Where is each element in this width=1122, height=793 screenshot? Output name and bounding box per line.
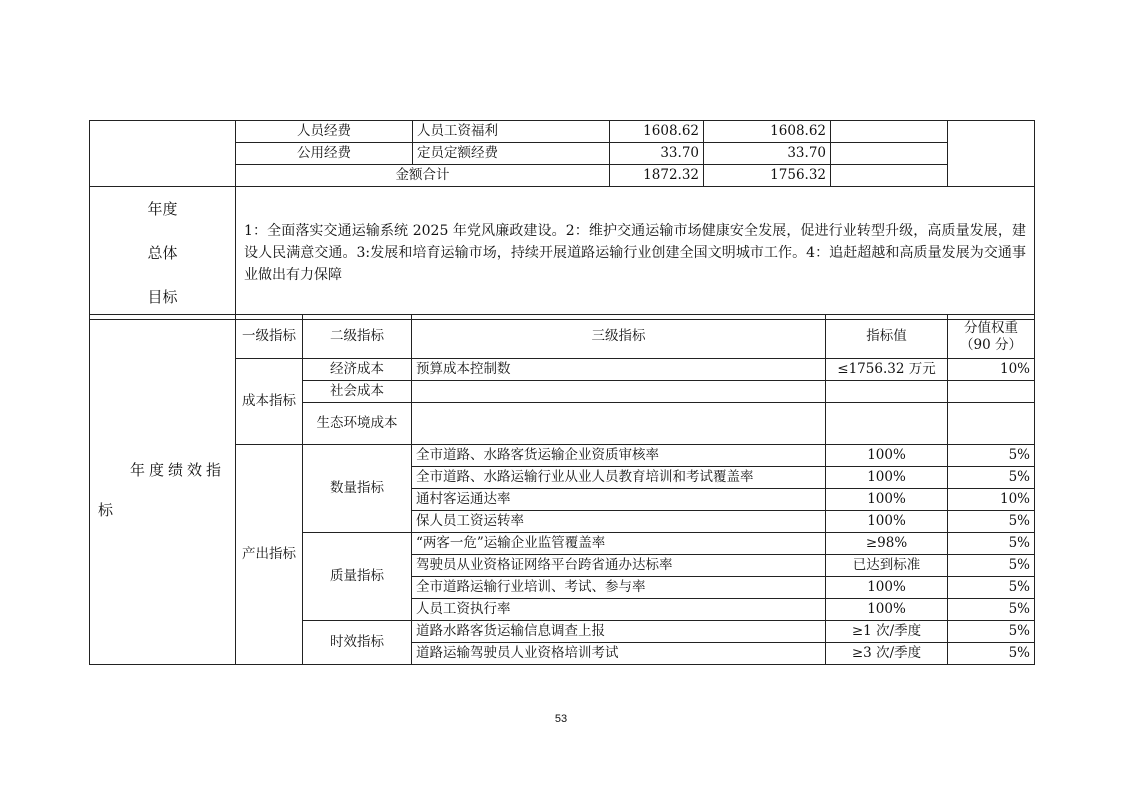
output-level3: 人员工资执行率 bbox=[412, 599, 826, 621]
output-weight: 5% bbox=[948, 511, 1035, 533]
output-value: ≥3 次/季度 bbox=[826, 643, 948, 665]
output-value: 100% bbox=[826, 445, 948, 467]
funds-table bbox=[89, 120, 1035, 187]
cost-level2: 社会成本 bbox=[303, 381, 412, 403]
output-level2: 质量指标 bbox=[303, 533, 412, 621]
cost-level3 bbox=[412, 381, 826, 403]
output-weight: 5% bbox=[948, 467, 1035, 489]
goal-text: 1：全面落实交通运输系统 2025 年党风廉政建设。2：维护交通运输市场健康安全发展，促进行业转型升级，高质量发展，建设人民满意交通。3:发展和培育运输市场，持续开展道路运输行业创建全国文明城市工作。4：追赶超越和高质量发展为交通事业做出有力保障 bbox=[236, 187, 1035, 320]
header-level2: 二级指标 bbox=[303, 315, 412, 359]
output-level3: 保人员工资运转率 bbox=[412, 511, 826, 533]
output-value: 100% bbox=[826, 489, 948, 511]
funds-total-label: 金额合计 bbox=[236, 165, 610, 187]
output-level3: 驾驶员从业资格证网络平台跨省通办达标率 bbox=[412, 555, 826, 577]
funds-item: 定员定额经费 bbox=[413, 143, 610, 165]
output-weight: 5% bbox=[948, 533, 1035, 555]
goal-label-line: 目标 bbox=[147, 288, 178, 306]
goal-table bbox=[89, 186, 1035, 320]
cost-weight: 10% bbox=[948, 359, 1035, 381]
output-level2: 数量指标 bbox=[303, 445, 412, 533]
cost-level3 bbox=[412, 403, 826, 445]
output-level3: “两客一危”运输企业监管覆盖率 bbox=[412, 533, 826, 555]
output-value: 100% bbox=[826, 599, 948, 621]
funds-category: 公用经费 bbox=[236, 143, 413, 165]
output-weight: 5% bbox=[948, 577, 1035, 599]
funds-executed: 33.70 bbox=[704, 143, 831, 165]
funds-budget: 33.70 bbox=[610, 143, 704, 165]
performance-label bbox=[90, 315, 236, 665]
funds-total-executed: 1756.32 bbox=[704, 165, 831, 187]
header-value: 指标值 bbox=[826, 315, 948, 359]
output-level2: 时效指标 bbox=[303, 621, 412, 665]
output-level3: 道路运输驾驶员人业资格培训考试 bbox=[412, 643, 826, 665]
output-value: 已达到标准 bbox=[826, 555, 948, 577]
output-value: 100% bbox=[826, 467, 948, 489]
output-weight: 5% bbox=[948, 445, 1035, 467]
header-level3: 三级指标 bbox=[412, 315, 826, 359]
output-value: ≥1 次/季度 bbox=[826, 621, 948, 643]
cost-weight bbox=[948, 381, 1035, 403]
cost-weight bbox=[948, 403, 1035, 445]
cost-value: ≤1756.32 万元 bbox=[826, 359, 948, 381]
page-number: 53 bbox=[554, 713, 568, 725]
cost-value bbox=[826, 403, 948, 445]
cost-value bbox=[826, 381, 948, 403]
funds-empty-cell bbox=[831, 165, 948, 187]
output-value: 100% bbox=[826, 511, 948, 533]
output-level3: 全市道路、水路运输行业从业人员教育培训和考试覆盖率 bbox=[412, 467, 826, 489]
funds-budget: 1608.62 bbox=[610, 121, 704, 143]
output-level3: 全市道路运输行业培训、考试、参与率 bbox=[412, 577, 826, 599]
funds-empty-cell bbox=[831, 121, 948, 143]
performance-table bbox=[89, 314, 1035, 665]
funds-empty-cell bbox=[831, 143, 948, 165]
cost-level1: 成本指标 bbox=[236, 359, 303, 445]
funds-total-budget: 1872.32 bbox=[610, 165, 704, 187]
output-weight: 5% bbox=[948, 555, 1035, 577]
performance-label-part2: 标 bbox=[98, 500, 114, 519]
funds-blank-right bbox=[948, 121, 1035, 187]
goal-label bbox=[90, 187, 236, 320]
funds-category: 人员经费 bbox=[236, 121, 413, 143]
funds-executed: 1608.62 bbox=[704, 121, 831, 143]
output-level3: 全市道路、水路客货运输企业资质审核率 bbox=[412, 445, 826, 467]
header-level1: 一级指标 bbox=[236, 315, 303, 359]
funds-item: 人员工资福利 bbox=[413, 121, 610, 143]
performance-label-part1: 年度绩效指 bbox=[130, 460, 226, 479]
output-weight: 5% bbox=[948, 599, 1035, 621]
output-weight: 5% bbox=[948, 643, 1035, 665]
goal-label-line: 总体 bbox=[147, 244, 178, 262]
header-weight: 分值权重（90 分） bbox=[948, 315, 1035, 359]
output-level1: 产出指标 bbox=[236, 445, 303, 665]
goal-label-line: 年度 bbox=[147, 200, 178, 218]
output-value: ≥98% bbox=[826, 533, 948, 555]
output-level3: 道路水路客货运输信息调查上报 bbox=[412, 621, 826, 643]
cost-level2: 经济成本 bbox=[303, 359, 412, 381]
output-level3: 通村客运通达率 bbox=[412, 489, 826, 511]
output-value: 100% bbox=[826, 577, 948, 599]
cost-level2: 生态环境成本 bbox=[303, 403, 412, 445]
output-weight: 5% bbox=[948, 621, 1035, 643]
funds-blank-left bbox=[90, 121, 236, 187]
cost-level3: 预算成本控制数 bbox=[412, 359, 826, 381]
output-weight: 10% bbox=[948, 489, 1035, 511]
